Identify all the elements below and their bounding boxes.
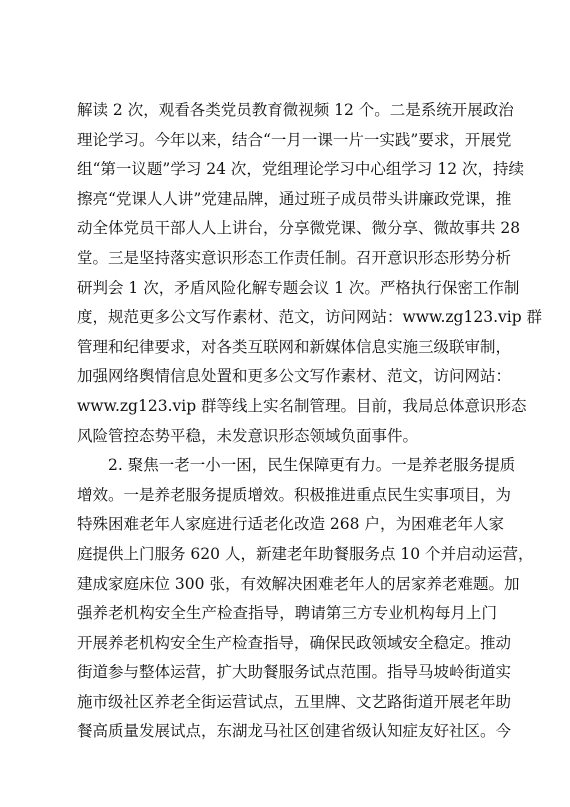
text-line: 管理和纪律要求，对各类互联网和新媒体信息实施三级联审制， — [77, 337, 512, 356]
text-line: 堂。三是坚持落实意识形态工作责任制。召开意识形态形势分析 — [77, 248, 512, 267]
text-line: 加强网络舆情信息处置和更多公文写作素材、范文，访问网站： — [77, 367, 512, 386]
text-line: 特殊困难老年人家庭进行适老化改造 268 户，为困难老年人家 — [77, 515, 504, 534]
text-line: 增效。一是养老服务提质增效。积极推进重点民生实事项目，为 — [77, 485, 512, 504]
text-line: 理论学习。今年以来，结合“一月一课一片一实践”要求，开展党 — [77, 130, 512, 149]
text-line: 餐高质量发展试点，东湖龙马社区创建省级认知症友好社区。今 — [77, 722, 512, 741]
text-line: 度，规范更多公文写作素材、范文，访问网站：www.zg123.vip 群 — [77, 308, 543, 327]
body-text — [77, 96, 543, 747]
text-line: 研判会 1 次，矛盾风险化解专题会议 1 次。严格执行保密工作制 — [77, 278, 520, 297]
text-line: 动全体党员干部人人上讲台，分享微党课、微分享、微故事共 28 — [77, 219, 521, 238]
text-line: 开展养老机构安全生产检查指导，确保民政领域安全稳定。推动 — [77, 633, 512, 652]
text-line: 强养老机构安全生产检查指导，聘请第三方专业机构每月上门 — [77, 604, 497, 623]
text-line: 建成家庭床位 300 张，有效解决困难老年人的居家养老难题。加 — [77, 574, 520, 593]
text-line: 组“第一议题”学习 24 次，党组理论学习中心组学习 12 次，持续 — [77, 160, 525, 179]
text-line: www.zg123.vip 群等线上实名制管理。目前，我局总体意识形态 — [77, 396, 527, 415]
text-line: 解读 2 次，观看各类党员教育微视频 12 个。二是系统开展政治 — [77, 101, 514, 119]
text-line: 庭提供上门服务 620 人，新建老年助餐服务点 10 个并启动运营， — [77, 544, 534, 563]
section-heading-line: 2. 聚焦一老一小一困，民生保障更有力。一是养老服务提质 — [108, 456, 516, 475]
text-line: 街道参与整体运营，扩大助餐服务试点范围。指导马坡岭街道实 — [77, 663, 512, 682]
paragraph-end-line: 风险管控态势平稳，未发意识形态领域负面事件。 — [77, 426, 419, 445]
text-line: 施市级社区养老全街运营试点，五里牌、文艺路街道开展老年助 — [77, 692, 512, 711]
text-line: 擦亮“党课人人讲”党建品牌，通过班子成员带头讲廉政党课，推 — [77, 189, 512, 208]
